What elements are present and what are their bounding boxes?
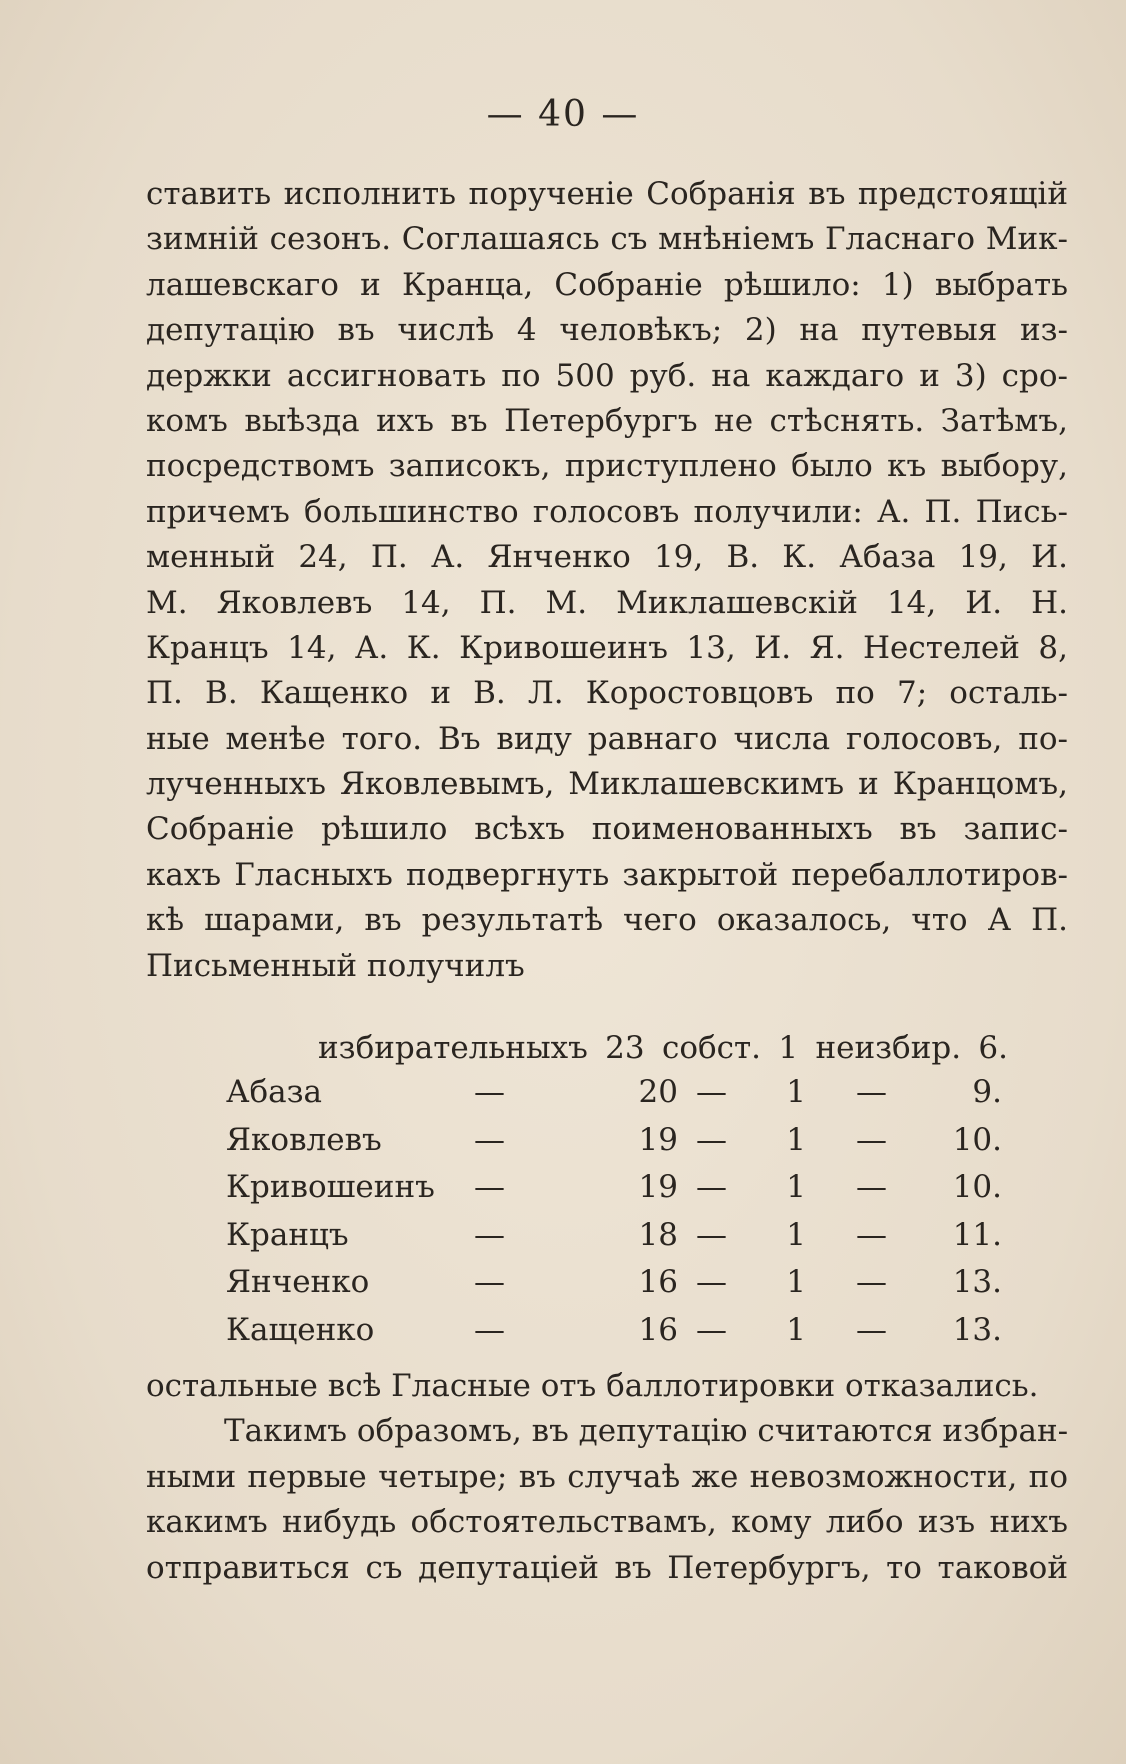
text-line: остальные всѣ Гласные отъ баллотировки отказались. <box>146 1368 1039 1404</box>
tally-row <box>226 1122 1016 1170</box>
text-line: М. Яковлевъ 14, П. М. Миклашевскій 14, И. Н. <box>146 584 1068 621</box>
ballot-tally-table <box>226 1074 1016 1359</box>
own-count: 1 <box>786 1264 806 1300</box>
dash: — <box>856 1121 887 1158</box>
non-elective-count: 13. <box>952 1311 1002 1348</box>
tally-row <box>226 1169 1016 1217</box>
elective-count: 20 <box>638 1074 678 1110</box>
text-line: лученныхъ Яковлевымъ, Миклашевскимъ и Кранцомъ, <box>146 766 1068 803</box>
candidate-name: Кащенко <box>226 1311 375 1348</box>
text-line: посредствомъ записокъ, приступлено было къ выбору, <box>146 448 1068 485</box>
dash: — <box>856 1169 887 1205</box>
tally-row <box>226 1264 1016 1312</box>
dash: — <box>474 1121 505 1158</box>
dash: — <box>856 1264 887 1300</box>
candidate-name: Яковлевъ <box>226 1121 382 1158</box>
text-line: Собраніе рѣшило всѣхъ поименованныхъ въ запис- <box>146 811 1068 848</box>
text-line: кѣ шарами, въ результатѣ чего оказалось, что А П. <box>146 902 1068 939</box>
text-line: кахъ Гласныхъ подвергнуть закрытой перебаллотиров- <box>146 856 1068 893</box>
text-line: отправиться съ депутаціей въ Петербургъ, то таковой <box>146 1549 1068 1586</box>
text-line: Такимъ образомъ, въ депутацію считаются избран- <box>224 1413 1068 1450</box>
dash: — <box>474 1216 505 1253</box>
text-line: зимній сезонъ. Соглашаясь съ мнѣніемъ Гласнаго Мик- <box>146 221 1068 258</box>
dash: — <box>856 1074 887 1110</box>
own-count: 1 <box>786 1074 806 1110</box>
candidate-name: Абаза <box>226 1074 323 1110</box>
text-line: комъ выѣзда ихъ въ Петербургъ не стѣснять. Затѣмъ, <box>146 402 1068 439</box>
dash: — <box>474 1264 505 1300</box>
elective-count: 19 <box>638 1121 678 1158</box>
elective-count: 19 <box>638 1169 678 1205</box>
dash: — <box>474 1074 505 1110</box>
text-line: ставить исполнить порученіе Собранія въ предстоящій <box>146 176 1068 212</box>
text-line: депутацію въ числѣ 4 человѣкъ; 2) на путевыя из- <box>146 312 1068 349</box>
dash: — <box>696 1311 727 1348</box>
dash: — <box>856 1216 887 1253</box>
dash: — <box>696 1264 727 1300</box>
non-elective-count: 10. <box>952 1169 1002 1205</box>
dash: — <box>696 1169 727 1205</box>
paragraph-1 <box>146 172 1068 989</box>
page-number: — 40 — <box>486 94 640 135</box>
non-elective-count: 13. <box>952 1264 1002 1300</box>
text-line: ными первые четыре; въ случаѣ же невозможности, по <box>146 1458 1068 1495</box>
elective-count: 18 <box>638 1216 678 1253</box>
tally-header: избирательныхъ 23 собст. 1 неизбир. 6. <box>318 1030 1008 1066</box>
text-line: П. В. Кащенко и В. Л. Коростовцовъ по 7; осталь- <box>146 675 1068 712</box>
tally-row <box>226 1217 1016 1265</box>
dash: — <box>696 1074 727 1110</box>
dash: — <box>696 1216 727 1253</box>
own-count: 1 <box>786 1169 806 1205</box>
text-line: Письменный получилъ <box>146 947 525 984</box>
text-line: лашевскаго и Кранца, Собраніе рѣшило: 1) выбрать <box>146 266 1068 303</box>
dash: — <box>474 1311 505 1348</box>
candidate-name: Кранцъ <box>226 1216 349 1253</box>
candidate-name: Кривошеинъ <box>226 1169 435 1205</box>
dash: — <box>856 1311 887 1348</box>
elective-count: 16 <box>638 1264 678 1300</box>
paragraph-2 <box>146 1364 1068 1591</box>
text-line: ные менѣе того. Въ виду равнаго числа голосовъ, по- <box>146 720 1068 757</box>
text-line: держки ассигновать по 500 руб. на каждаго и 3) сро- <box>146 357 1068 394</box>
tally-row <box>226 1312 1016 1360</box>
non-elective-count: 11. <box>952 1216 1002 1253</box>
own-count: 1 <box>786 1121 806 1158</box>
own-count: 1 <box>786 1311 806 1348</box>
candidate-name: Янченко <box>226 1264 370 1300</box>
tally-row <box>226 1074 1016 1122</box>
text-line: Кранцъ 14, А. К. Кривошеинъ 13, И. Я. Нестелей 8, <box>146 629 1068 666</box>
non-elective-count: 9. <box>972 1074 1002 1110</box>
dash: — <box>474 1169 505 1205</box>
own-count: 1 <box>786 1216 806 1253</box>
non-elective-count: 10. <box>952 1121 1002 1158</box>
text-line: причемъ большинство голосовъ получили: А. П. Пись- <box>146 493 1068 530</box>
text-line: какимъ нибудь обстоятельствамъ, кому либо изъ нихъ <box>146 1504 1068 1541</box>
dash: — <box>696 1121 727 1158</box>
text-line: менный 24, П. А. Янченко 19, В. К. Абаза 19, И. <box>146 539 1068 576</box>
elective-count: 16 <box>638 1311 678 1348</box>
